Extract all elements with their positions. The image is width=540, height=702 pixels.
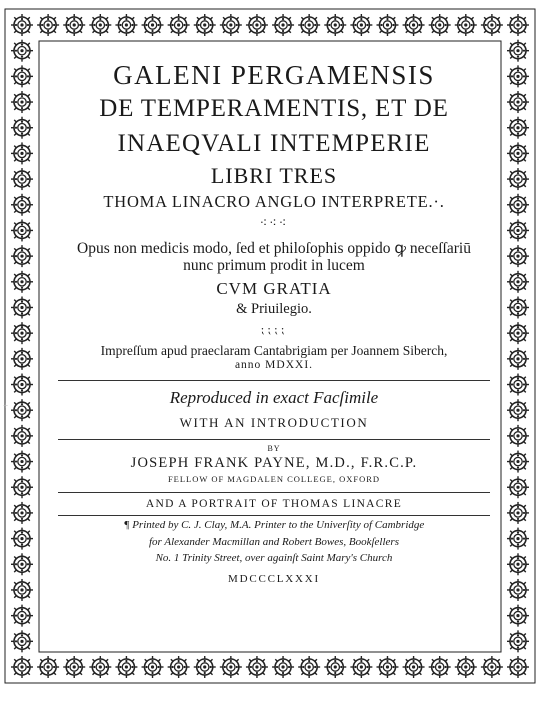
ornament-2: ⁏⁏⁏⁏ — [260, 324, 288, 336]
top-border-rosette — [455, 14, 477, 36]
bottom-border-rosette — [324, 656, 346, 678]
top-border-rosette — [403, 14, 425, 36]
reproduced-line: Reproduced in exact Facſimile — [169, 388, 379, 407]
top-border-rosette — [481, 14, 503, 36]
left-border-rosette — [11, 399, 33, 421]
left-border-rosette — [11, 168, 33, 190]
left-border-rosette — [11, 245, 33, 267]
author-line: JOSEPH FRANK PAYNE, M.D., F.R.C.P. — [130, 455, 418, 471]
by-line: BY — [267, 444, 281, 453]
title-line-2: DE TEMPERAMENTIS, ET DE — [99, 95, 449, 122]
right-border-rosette — [507, 374, 529, 396]
right-border-rosette — [507, 502, 529, 524]
top-border-rosette — [376, 14, 398, 36]
bottom-border-rosette — [220, 656, 242, 678]
left-border-rosette — [11, 91, 33, 113]
imprint-line-1: ¶ Printed by C. J. Clay, M.A. Printer to the Univerſity of Cambridge — [123, 519, 425, 531]
right-border-rosette — [507, 579, 529, 601]
left-border-rosette — [11, 194, 33, 216]
bottom-border-rosette — [11, 656, 33, 678]
top-border-rosette — [194, 14, 216, 36]
imprint-year: MDCCCLXXXI — [228, 572, 320, 585]
left-border-rosette — [11, 374, 33, 396]
top-border-rosette — [37, 14, 59, 36]
top-border-rosette — [298, 14, 320, 36]
title-content — [56, 52, 492, 588]
impressum-line: Impreſſum apud praeclaram Cantabrigiam per Joannem Siberch, — [100, 343, 448, 358]
right-border-rosette — [507, 219, 529, 241]
top-border-rosette — [272, 14, 294, 36]
bottom-border-rosette — [246, 656, 268, 678]
cum-gratia: CVM GRATIA — [216, 279, 332, 298]
top-border-rosette — [246, 14, 268, 36]
top-border-rosette — [429, 14, 451, 36]
title-line-1: GALENI PERGAMENSIS — [113, 60, 435, 90]
left-border-rosette — [11, 40, 33, 62]
top-border-rosette — [507, 14, 529, 36]
bottom-border-rosette — [194, 656, 216, 678]
top-border-rosette — [115, 14, 137, 36]
introduction-line: WITH AN INTRODUCTION — [179, 415, 369, 430]
right-border-rosette — [507, 40, 529, 62]
left-border-rosette — [11, 502, 33, 524]
top-border-rosette — [220, 14, 242, 36]
anno-line: anno MDXXI. — [234, 359, 314, 371]
bottom-border-rosette — [142, 656, 164, 678]
right-border-rosette — [507, 528, 529, 550]
right-border-rosette — [507, 322, 529, 344]
left-border-rosette — [11, 117, 33, 139]
right-border-rosette — [507, 605, 529, 627]
title-line-4: LIBRI TRES — [210, 163, 338, 188]
left-border-rosette — [11, 425, 33, 447]
translator-line: THOMA LINACRO ANGLO INTERPRETE.·. — [103, 192, 445, 211]
left-border-rosette — [11, 322, 33, 344]
bottom-border-rosette — [89, 656, 111, 678]
right-border-rosette — [507, 451, 529, 473]
top-border-rosette — [142, 14, 164, 36]
right-border-rosette — [507, 65, 529, 87]
top-border-rosette — [63, 14, 85, 36]
ornament-1: ⁖⁖⁖ — [259, 215, 289, 230]
left-border-rosette — [11, 528, 33, 550]
left-border-rosette — [11, 219, 33, 241]
bottom-border-rosette — [481, 656, 503, 678]
left-border-rosette — [11, 553, 33, 575]
fellow-line: FELLOW OF MAGDALEN COLLEGE, OXFORD — [167, 474, 381, 484]
bottom-border-rosette — [507, 656, 529, 678]
top-border-rosette — [89, 14, 111, 36]
left-border-rosette — [11, 65, 33, 87]
top-border-rosette — [350, 14, 372, 36]
right-border-rosette — [507, 91, 529, 113]
margin-mark: + — [3, 401, 9, 411]
bottom-border-rosette — [37, 656, 59, 678]
left-border-rosette — [11, 271, 33, 293]
right-border-rosette — [507, 245, 529, 267]
imprint-line-3: No. 1 Trinity Street, over againſt Saint Mary's Church — [155, 552, 393, 564]
imprint-line-2: for Alexander Macmillan and Robert Bowes, Bookſellers — [148, 535, 399, 548]
right-border-rosette — [507, 142, 529, 164]
privilegio: & Priuilegio. — [236, 301, 312, 317]
right-border-rosette — [507, 476, 529, 498]
left-border-rosette — [11, 451, 33, 473]
top-border-rosette — [11, 14, 33, 36]
right-border-rosette — [507, 194, 529, 216]
opus-line-1: Opus non medicis modo, ſed et philoſophis oppido ꝙ neceſſariū — [77, 240, 471, 257]
left-border-rosette — [11, 605, 33, 627]
bottom-border-rosette — [168, 656, 190, 678]
left-border-rosette — [11, 296, 33, 318]
bottom-border-rosette — [115, 656, 137, 678]
right-border-rosette — [507, 168, 529, 190]
right-border-rosette — [507, 399, 529, 421]
right-border-rosette — [507, 117, 529, 139]
portrait-line: AND A PORTRAIT OF THOMAS LINACRE — [145, 498, 403, 510]
title-line-3: INAEQVALI INTEMPERIE — [117, 130, 431, 157]
right-border-rosette — [507, 425, 529, 447]
left-border-rosette — [11, 579, 33, 601]
bottom-border-rosette — [403, 656, 425, 678]
opus-line-2: nunc primum prodit in lucem — [183, 257, 365, 274]
left-border-rosette — [11, 348, 33, 370]
right-border-rosette — [507, 296, 529, 318]
bottom-border-rosette — [298, 656, 320, 678]
left-border-rosette — [11, 630, 33, 652]
bottom-border-rosette — [63, 656, 85, 678]
top-border-rosette — [168, 14, 190, 36]
right-border-rosette — [507, 271, 529, 293]
right-border-rosette — [507, 348, 529, 370]
right-border-rosette — [507, 630, 529, 652]
bottom-border-rosette — [350, 656, 372, 678]
bottom-border-rosette — [376, 656, 398, 678]
bottom-border-rosette — [455, 656, 477, 678]
bottom-border-rosette — [272, 656, 294, 678]
left-border-rosette — [11, 142, 33, 164]
top-border-rosette — [324, 14, 346, 36]
bottom-border-rosette — [429, 656, 451, 678]
left-border-rosette — [11, 476, 33, 498]
right-border-rosette — [507, 553, 529, 575]
